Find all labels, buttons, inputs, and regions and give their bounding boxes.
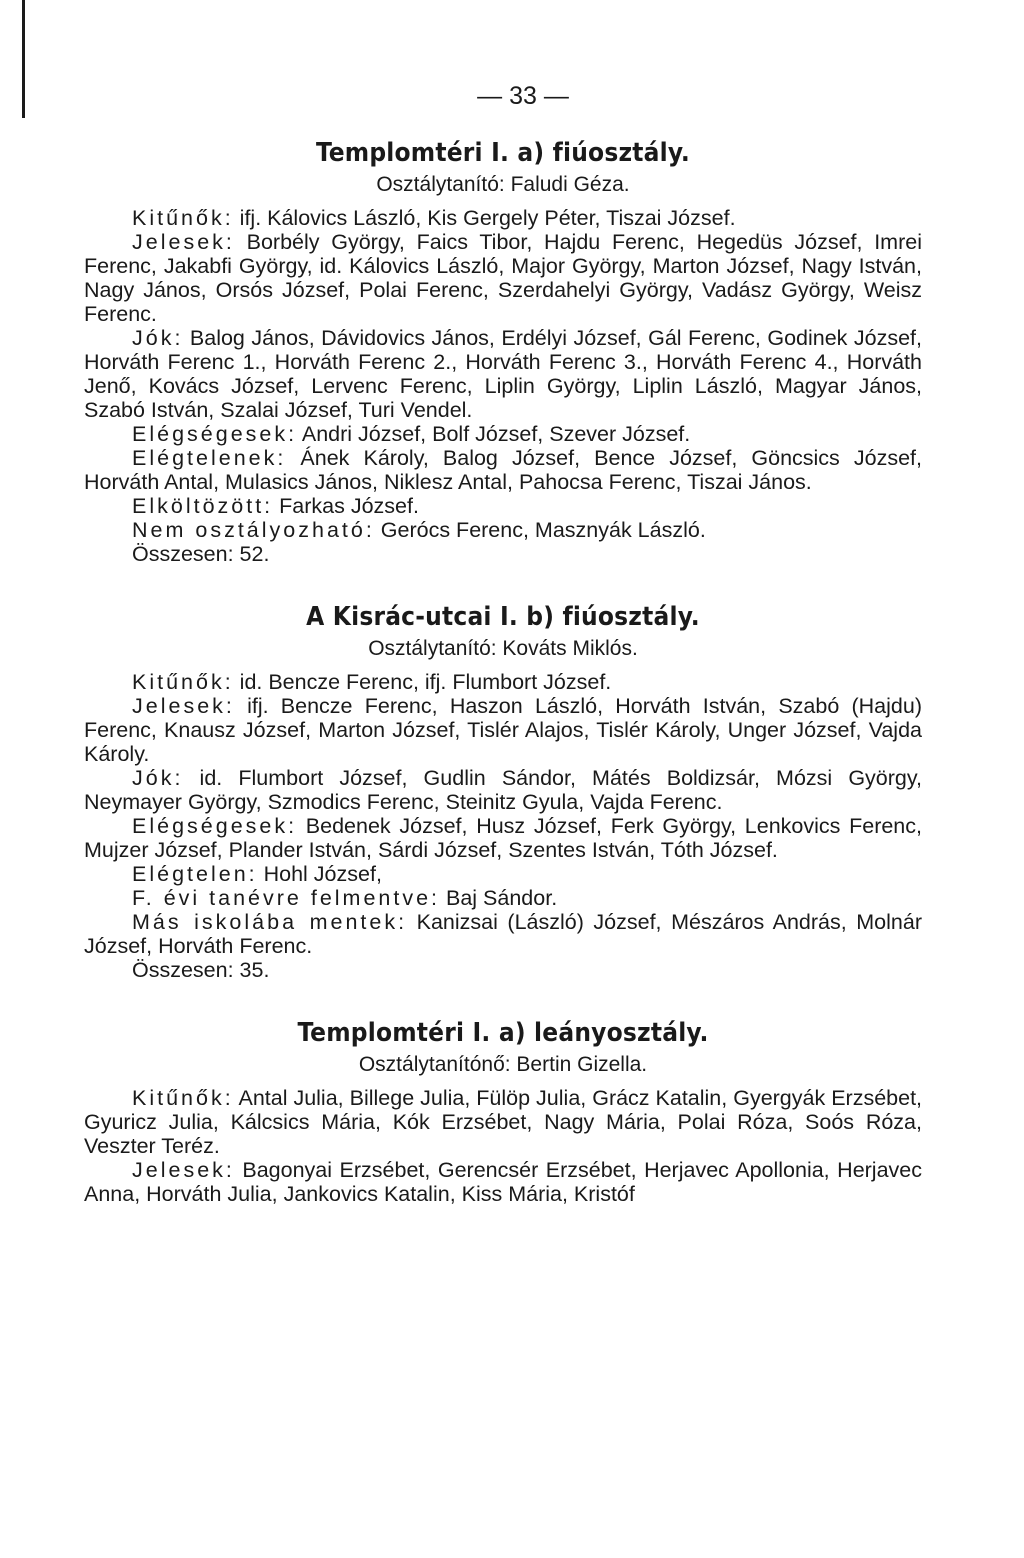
student-list: Ánek Károly, Balog József, Bence József, Göncsics József, Horváth Antal, Mulasics János, Niklesz Antal, Pahocsa Ferenc, Tiszai János. <box>84 446 922 494</box>
scan-edge-mark <box>22 0 25 118</box>
student-list: Hohl József, <box>257 862 382 886</box>
grade-paragraph <box>84 670 922 694</box>
student-list: Borbély György, Faics Tibor, Hajdu Ferenc, Hegedüs József, Imrei Ferenc, Jakabfi György, id. Kálovics László, Major György, Marton József, Nagy István, Nagy János, Orsós József, Polai Ferenc, Szerdahelyi György, Vadász György, Weisz Ferenc. <box>84 230 922 326</box>
section-title: Templomtéri I. a) leányosztály. <box>297 1018 709 1048</box>
student-list: ifj. Bencze Ferenc, Haszon László, Horváth István, Szabó (Hajdu) Ferenc, Knausz József, Marton József, Tislér Alajos, Tislér Károly, Unger József, Vajda Károly. <box>84 694 922 766</box>
student-list: Bagonyai Erzsébet, Gerencsér Erzsébet, Herjavec Apollonia, Herjavec Anna, Horváth Julia, Jankovics Katalin, Kiss Mária, Kristóf <box>84 1158 922 1206</box>
grade-label: Elégtelenek: <box>132 446 287 470</box>
student-list: ifj. Kálovics László, Kis Gergely Péter, Tiszai József. <box>233 206 736 230</box>
section-templomteri-leany <box>84 1016 922 1206</box>
page-number: — 33 — <box>477 82 569 110</box>
grade-label: Elégtelen: <box>132 862 258 886</box>
grade-label: Elégségesek: <box>132 814 298 838</box>
class-total: Összesen: 52. <box>132 542 270 566</box>
student-list: Farkas József. <box>273 494 419 518</box>
grade-label: Nem osztályozható: <box>132 518 375 542</box>
grade-label: Más iskolába mentek: <box>132 910 408 934</box>
student-list: id. Flumbort József, Gudlin Sándor, Mátés Boldizsár, Mózsi György, Neymayer György, Szmodics Ferenc, Steinitz Gyula, Vajda Ferenc. <box>84 766 922 814</box>
grade-label: Jelesek: <box>132 1158 235 1182</box>
grade-label: Kitűnők: <box>132 206 234 230</box>
student-list: id. Bencze Ferenc, ifj. Flumbort József. <box>233 670 612 694</box>
grade-label: Jók: <box>132 766 184 790</box>
grade-paragraph <box>84 862 922 886</box>
student-list: Balog János, Dávidovics János, Erdélyi József, Gál Ferenc, Godinek József, Horváth Ferenc 1., Horváth Ferenc 2., Horváth Ferenc 3., Horváth Ferenc 4., Horváth Jenő, Kovács József, Lervenc Ferenc, Liplin György, Liplin László, Magyar János, Szabó István, Szalai József, Turi Vendel. <box>84 326 922 422</box>
student-list: Antal Julia, Billege Julia, Fülöp Julia, Grácz Katalin, Gyergyák Erzsébet, Gyuricz Julia, Kálcsics Mária, Kók Erzsébet, Nagy Mária, Polai Róza, Soós Róza, Veszter Teréz. <box>84 1086 923 1158</box>
student-list: Bedenek József, Husz József, Ferk György, Lenkovics Ferenc, Mujzer József, Plander István, Sárdi József, Szentes István, Tóth József. <box>84 814 922 862</box>
grade-label: F. évi tanévre felmentve: <box>132 886 441 910</box>
document-page <box>84 82 922 1206</box>
grade-paragraph <box>84 694 922 766</box>
grade-label: Jelesek: <box>132 694 235 718</box>
grade-paragraph <box>84 422 922 446</box>
grade-paragraph <box>84 518 922 542</box>
section-title: A Kisrác-utcai I. b) fiúosztály. <box>306 602 700 632</box>
grade-paragraph <box>84 1158 922 1206</box>
grade-paragraph <box>84 206 922 230</box>
grade-label: Elköltözött: <box>132 494 274 518</box>
grade-label: Jók: <box>132 326 184 350</box>
student-list: Kanizsai (László) József, Mészáros András, Molnár József, Horváth Ferenc. <box>84 910 922 958</box>
teacher-line: Osztálytanító: Faludi Géza. <box>376 173 630 196</box>
grade-paragraph <box>84 910 922 958</box>
grade-paragraph <box>84 814 922 862</box>
grade-label: Elégségesek: <box>132 422 298 446</box>
section-templomteri-fiu <box>84 136 922 566</box>
teacher-line: Osztálytanító: Kováts Miklós. <box>368 637 638 660</box>
student-list: Andri József, Bolf József, Szever József. <box>297 422 691 446</box>
section-kisrac-fiu <box>84 600 922 982</box>
section-title: Templomtéri I. a) fiúosztály. <box>316 138 690 168</box>
class-total: Összesen: 35. <box>132 958 270 982</box>
student-list: Gerócs Ferenc, Masznyák László. <box>374 518 706 542</box>
grade-label: Jelesek: <box>132 230 235 254</box>
grade-label: Kitűnők: <box>132 1086 234 1110</box>
teacher-line: Osztálytanítónő: Bertin Gizella. <box>358 1053 648 1076</box>
grade-paragraph <box>84 886 922 910</box>
grade-paragraph <box>84 494 922 518</box>
grade-paragraph <box>84 230 922 326</box>
grade-label: Kitűnők: <box>132 670 234 694</box>
student-list: Baj Sándor. <box>440 886 558 910</box>
grade-paragraph <box>84 326 922 422</box>
grade-paragraph <box>84 446 922 494</box>
grade-paragraph <box>84 1086 922 1158</box>
grade-paragraph <box>84 766 922 814</box>
